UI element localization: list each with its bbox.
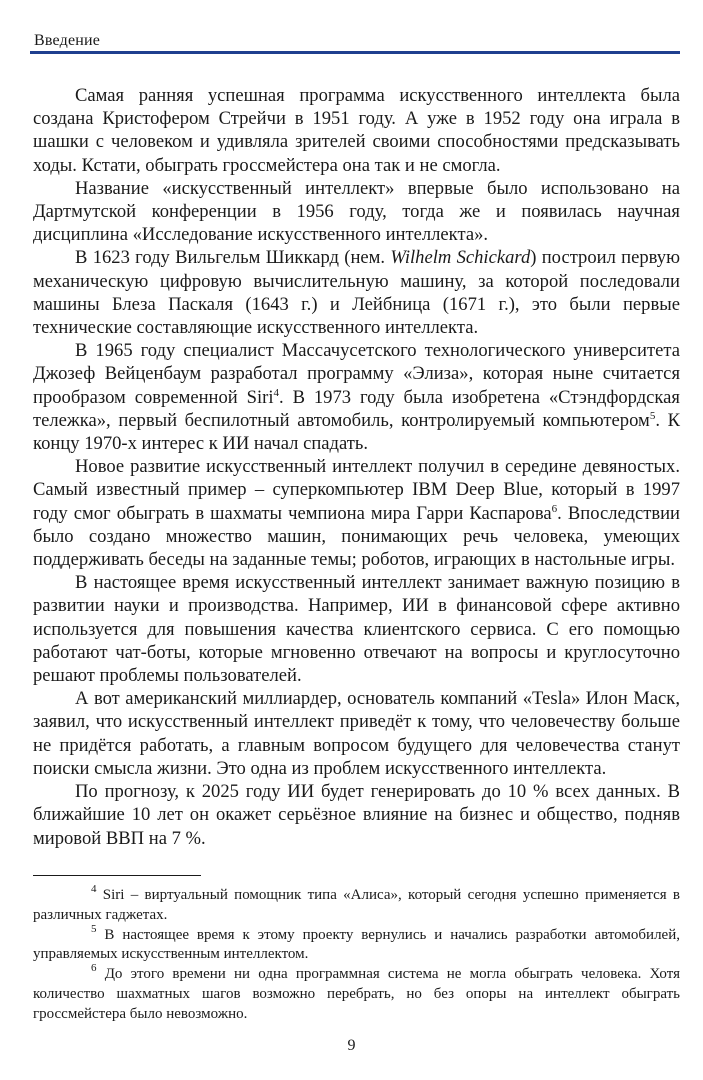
- paragraph: [33, 455, 680, 571]
- paragraph-text: . В 1973 году была изобретена «Стэндфордская тележка», первый беспилотный автомобиль, контролируемый компьютером: [33, 386, 680, 431]
- page-number: 9: [347, 1037, 356, 1054]
- footnote: [33, 883, 680, 926]
- italic-name: Wilhelm Schickard: [390, 247, 531, 269]
- footnote-separator: [33, 875, 201, 876]
- paragraph-text: . К концу 1970-х интерес к ИИ начал спадать.: [33, 409, 680, 455]
- footnote-text: Siri – виртуальный помощник типа «Алиса», который сегодня успешно применяется в различных гаджетах.: [33, 887, 680, 923]
- main-text: [33, 84, 680, 850]
- footnotes: [33, 883, 680, 1025]
- paragraph: Название «искусственный интеллект» впервые было использовано на Дартмутской конференции в 1956 году, тогда же и появилась научная дисциплина «Исследование искусственного интеллекта».: [33, 177, 680, 246]
- paragraph-text: В 1623 году Вильгельм Шиккард (нем.: [75, 247, 391, 269]
- running-header: [30, 30, 680, 56]
- paragraph-text: . Впоследствии было создано множество машин, понимающих речь человека, умеющих поддерживать беседы на заданные темы; роботов, играющих в настольные игры.: [33, 502, 681, 571]
- footnote: [33, 962, 680, 1024]
- footnote: [33, 922, 680, 966]
- paragraph-text: В 1965 году специалист Массачусетского технологического университета Джозеф Вейценбаум разработал программу «Элиза», которая ныне считается прообразом современной Siri: [33, 340, 680, 408]
- footnote-ref[interactable]: 5: [649, 409, 656, 422]
- footnote-mark: 6: [91, 962, 97, 975]
- footnote-ref[interactable]: 4: [273, 386, 280, 399]
- paragraph: [33, 339, 680, 455]
- footnote-text: До этого времени ни одна программная система не могла обыграть человека. Хотя количество шахматных шагов возможно перебрать, но без опоры на интеллект обыграть гроссмейстера было невозможно.: [33, 966, 680, 1022]
- paragraph-text: ) построил первую механическую цифровую вычислительную машину, за которой последовали машины Блеза Паскаля (1643 г.) и Лейбница (1671 г.), это были первые технические составляющие искусственного интеллекта.: [33, 247, 680, 339]
- paragraph-text: Новое развитие искусственный интеллект получил в середине девяностых. Самый известный пример – суперкомпьютер IBM Deep Blue, который в 1997 году смог обыграть в шахматы чемпиона мира Гарри Каспарова: [33, 456, 680, 524]
- footnote-mark: 5: [91, 922, 97, 935]
- paragraph: В настоящее время искусственный интеллект занимает важную позицию в развитии науки и производства. Например, ИИ в финансовой сфере активно используется для повышения качества клиентского сервиса. С его помощью работают чат-боты, которые мгновенно отвечают на вопросы и круглосуточно решают проблемы пользователей.: [33, 572, 680, 687]
- footnote-text: В настоящее время к этому проекту вернулись и начались разработки автомобилей, управляемых искусственным интеллектом.: [33, 926, 680, 963]
- paragraph: А вот американский миллиардер, основатель компаний «Tesla» Илон Маск, заявил, что искусственный интеллект приведёт к тому, что человечеству больше не придётся работать, а главным вопросом будущего для человечества станут поиски смысла жизни. Это одна из проблем искусственного интеллекта.: [33, 688, 680, 779]
- paragraph: По прогнозу, к 2025 году ИИ будет генерировать до 10 % всех данных. В ближайшие 10 лет он окажет серьёзное влияние на бизнес и общество, подняв мировой ВВП на 7 %.: [33, 781, 680, 849]
- header-rule: [30, 51, 680, 54]
- footnote-ref[interactable]: 6: [551, 502, 558, 515]
- header-title: Введение: [34, 32, 101, 49]
- footnote-mark: 4: [91, 883, 97, 895]
- paragraph: [33, 246, 680, 339]
- paragraph: Самая ранняя успешная программа искусственного интеллекта была создана Кристофером Стрейчи в 1951 году. А уже в 1952 году она играла в шашки с человеком и удивляла зрителей своими способностями предсказывать ходы. Кстати, обыграть гроссмейстера она так и не смогла.: [33, 85, 680, 176]
